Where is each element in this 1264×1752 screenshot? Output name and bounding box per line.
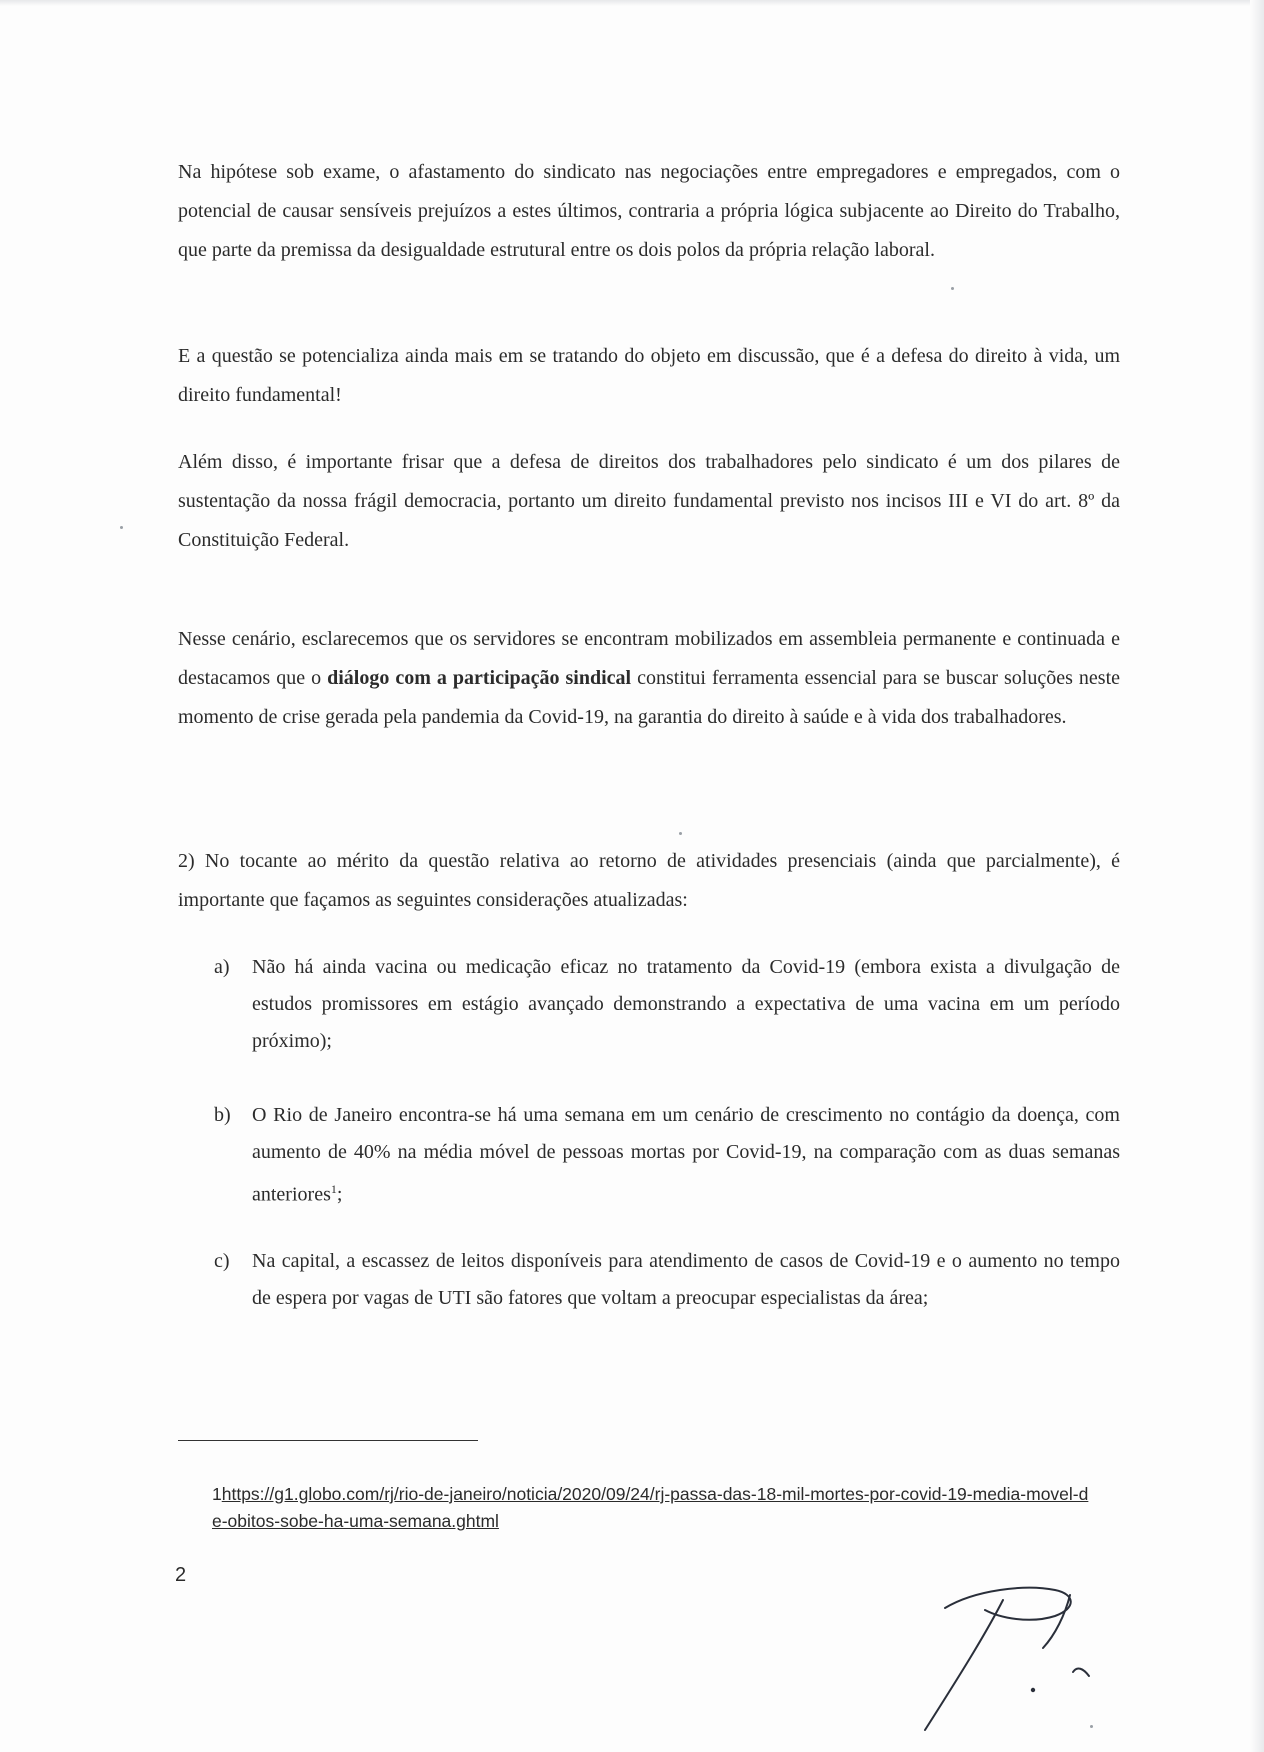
scan-shadow-top [0,0,1264,6]
scan-speck [120,526,123,529]
paragraph-4-tail: constitui ferramenta essencial para se buscar soluções neste momento de crise gerada pela pandemia da Covid-19, na garantia do direito à saúde e à vida dos trabalhadores. [178,667,1120,728]
handwritten-signature-icon [905,1560,1115,1740]
paragraph-3: Além disso, é importante frisar que a defesa de direitos dos trabalhadores pelo sindicato é um dos pilares de sustentação da nossa frágil democracia, portanto um direito fundamental previsto nos incisos III e VI do art. 8º da Constituição Federal. [178,451,1120,551]
list-item-text: Na capital, a escassez de leitos disponíveis para atendimento de casos de Covid-19 e o aumento no tempo de espera por vagas de UTI são fatores que voltam a preocupar especialistas da área; [252,1250,1120,1309]
paragraph-1: Na hipótese sob exame, o afastamento do sindicato nas negociações entre empregadores e empregados, com o potencial de causar sensíveis prejuízos a estes últimos, contraria a própria lógica subjacente ao Direito do Trabalho, que parte da premissa da desigualdade estrutural entre os dois polos da própria relação laboral. [178,161,1120,261]
list-item-text: Não há ainda vacina ou medicação eficaz no tratamento da Covid-19 (embora exista a divulgação de estudos promissores em estágio avançado demonstrando a expectativa de uma vacina em um período próximo); [252,956,1120,1052]
scan-speck [1090,1725,1093,1728]
paragraph-4-lead: Nesse cenário, esclarecemos que os servidores se encontram mobilizados em assembleia permanente e continuada e destacamos que o [178,628,1120,689]
list-item-text [252,1097,1120,1214]
footnote-divider [178,1440,478,1441]
list-item-tail: ; [336,1183,343,1206]
footnote-number: 1 [212,1484,222,1504]
scan-shadow-right [1250,0,1264,1752]
footnote-reference[interactable]: 1 [330,1182,337,1196]
list-item-body: O Rio de Janeiro encontra-se há uma semana em um cenário de crescimento no contágio da doença, com aumento de 40% na média móvel de pessoas mortas por Covid-19, na comparação com as duas semanas anteriores [252,1104,1120,1206]
scan-speck [951,287,954,290]
paragraph-4 [178,620,1120,737]
list-marker: b) [214,1104,231,1126]
list-marker: a) [214,956,230,978]
paragraph-5: 2) No tocante ao mérito da questão relativa ao retorno de atividades presenciais (ainda que parcialmente), é importante que façamos as seguintes considerações atualizadas: [178,850,1120,911]
paragraph-4-emphasis: diálogo com a participação sindical [327,667,632,689]
footnote [212,1481,1092,1535]
list-marker: c) [214,1250,230,1272]
footnote-link[interactable]: https://g1.globo.com/rj/rio-de-janeiro/noticia/2020/09/24/rj-passa-das-18-mil-mortes-por-covid-19-media-movel-de-obitos-sobe-ha-uma-semana.ghtml [212,1484,1089,1531]
paragraph-2: E a questão se potencializa ainda mais em se tratando do objeto em discussão, que é a defesa do direito à vida, um direito fundamental! [178,345,1120,406]
scan-speck [679,832,682,835]
page-number: 2 [175,1564,187,1586]
